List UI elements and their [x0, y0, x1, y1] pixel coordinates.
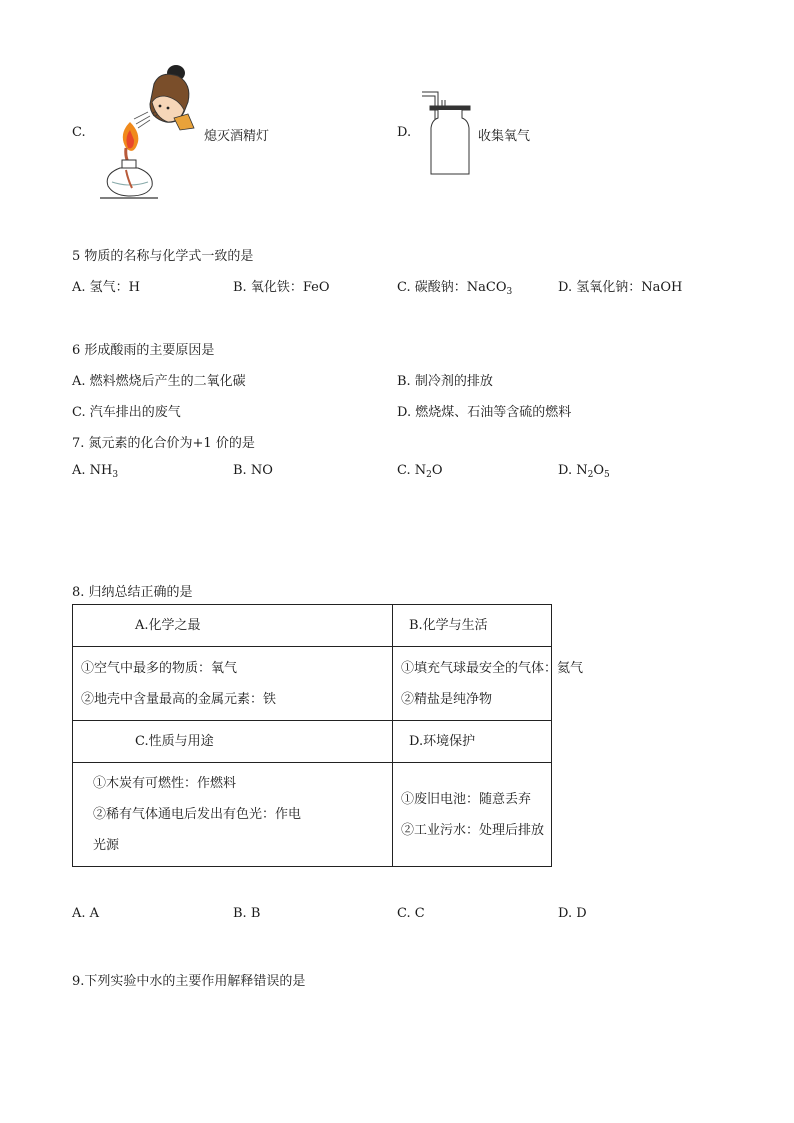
q7-stem: 7. 氮元素的化合价为+1 价的是	[72, 436, 255, 451]
q5-option-a[interactable]: A. 氢气：H	[72, 280, 140, 295]
gas-collection-bottle-illustration	[418, 88, 474, 180]
q6-option-d[interactable]: D. 燃烧煤、石油等含硫的燃料	[397, 405, 572, 420]
q7-option-b[interactable]: B. NO	[233, 463, 273, 478]
table-cell-d	[393, 763, 552, 867]
q5-option-c[interactable]: C. 碳酸钠：NaCO$_3$	[397, 280, 513, 297]
girl-icon	[150, 65, 194, 130]
q4-option-c-caption: 熄灭酒精灯	[204, 129, 270, 144]
table-cell-line: ②地壳中含量最高的金属元素：铁	[81, 691, 277, 707]
table-header-b: B.化学与生活	[393, 605, 552, 647]
q8-option-a[interactable]: A. A	[72, 906, 100, 921]
q4-option-d-caption: 收集氧气	[478, 129, 531, 144]
q5-option-d[interactable]: D. 氢氧化钠：NaOH	[558, 280, 683, 295]
flame-icon	[123, 122, 139, 151]
q6-option-b[interactable]: B. 制冷剂的排放	[397, 374, 493, 389]
table-cell-c	[73, 763, 393, 867]
alcohol-lamp-extinguish-illustration	[98, 62, 198, 202]
table-row	[73, 721, 552, 763]
q6-option-c[interactable]: C. 汽车排出的废气	[72, 405, 181, 420]
q9-stem: 9.下列实验中水的主要作用解释错误的是	[72, 974, 306, 989]
table-cell-line: ①废旧电池：随意丢弃	[401, 791, 532, 807]
q8-summary-table	[72, 604, 584, 867]
q7-option-a[interactable]: A. $NH_3$	[72, 463, 119, 480]
table-header-a: A.化学之最	[73, 605, 393, 647]
q7-option-c[interactable]: C. $N_2O$	[397, 463, 443, 480]
q4-option-c-letter: C.	[72, 125, 86, 140]
table-row	[73, 605, 552, 647]
table-cell-line: ②工业污水：处理后排放	[401, 822, 545, 838]
q5-option-b[interactable]: B. 氧化铁：FeO	[233, 280, 330, 295]
table-cell-b	[393, 647, 584, 721]
q6-option-a[interactable]: A. 燃料燃烧后产生的二氧化碳	[72, 374, 246, 389]
table-cell-line: ①木炭有可燃性：作燃料	[93, 776, 237, 791]
q8-stem: 8. 归纳总结正确的是	[72, 585, 193, 600]
table-header-d: D.环境保护	[393, 721, 552, 763]
table-cell-line: ②精盐是纯净物	[401, 691, 493, 707]
table-cell-a	[73, 647, 393, 721]
table-cell-line: ①填充气球最安全的气体：氦气	[401, 660, 584, 676]
q4-option-d-letter: D.	[397, 125, 412, 140]
q8-option-c[interactable]: C. C	[397, 906, 425, 921]
q7-option-d[interactable]: D. $N_2O_5$	[558, 463, 610, 480]
lamp-icon	[100, 148, 158, 198]
table-row	[73, 763, 552, 867]
table-header-c: C.性质与用途	[73, 721, 393, 763]
q8-option-b[interactable]: B. B	[233, 906, 261, 921]
q5-stem: 5 物质的名称与化学式一致的是	[72, 249, 254, 264]
table-cell-line: 光源	[93, 838, 120, 853]
table-cell-line: ②稀有气体通电后发出有色光：作电	[93, 807, 302, 822]
table-cell-line: ①空气中最多的物质：氧气	[81, 660, 238, 676]
breath-lines	[134, 112, 150, 128]
q6-stem: 6 形成酸雨的主要原因是	[72, 343, 215, 358]
table-row	[73, 647, 552, 721]
q8-option-d[interactable]: D. D	[558, 906, 587, 921]
